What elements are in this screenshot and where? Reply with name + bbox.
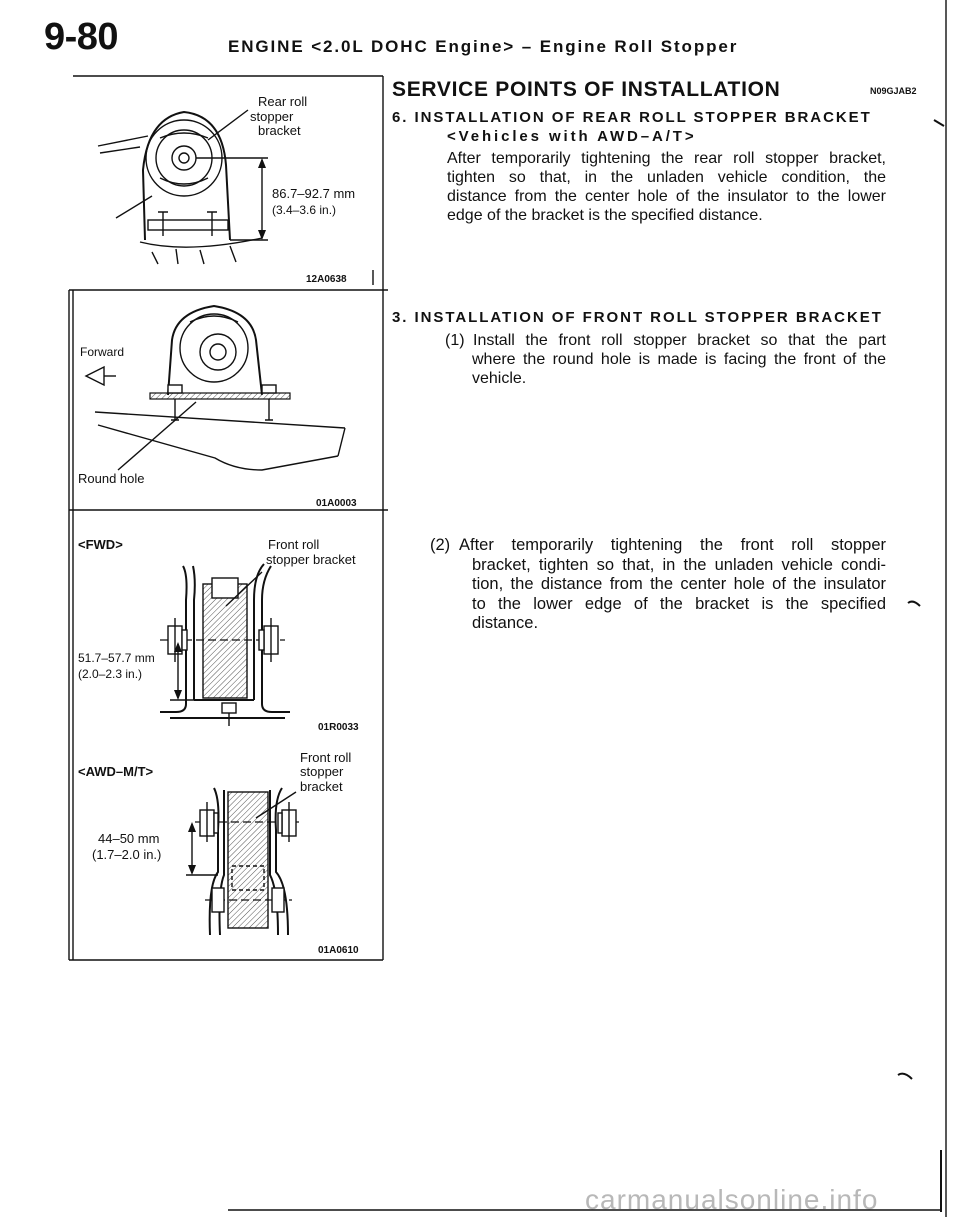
text-line: where the round hole is made is facing the front of the	[472, 351, 886, 368]
mounting-bolt	[158, 212, 217, 236]
insulator-center	[172, 146, 196, 170]
front-roll-label: bracket	[300, 779, 343, 794]
dimension-arrow	[174, 690, 182, 700]
rear-dimension-mm: 86.7–92.7 mm	[272, 186, 356, 201]
fwd-dimension-in: (2.0–2.3 in.)	[78, 667, 143, 681]
forward-label: Forward	[80, 345, 125, 359]
text-line: vehicle.	[472, 370, 527, 387]
text-line: bracket, tighten so that, in the unladen vehicle condi-	[472, 555, 886, 574]
leader-line	[208, 110, 248, 140]
front-bracket-orientation-figure	[78, 306, 357, 509]
text-line: edge of the bracket is the specified distance.	[447, 207, 763, 224]
rear-roll-label: bracket	[258, 123, 301, 138]
bolt-shank	[171, 399, 273, 420]
insulator-arc	[190, 316, 238, 322]
section-title: SERVICE POINTS OF INSTALLATION	[392, 78, 781, 101]
fwd-front-roll-stopper-figure	[78, 537, 359, 733]
insulator-block	[228, 792, 268, 928]
step6-heading: 6. INSTALLATION OF REAR ROLL STOPPER BRACKET	[392, 109, 872, 126]
front-roll-label: stopper	[300, 764, 344, 779]
arrow-head	[86, 367, 104, 385]
page-rules	[228, 0, 946, 1217]
variant-label: <AWD–M/T>	[78, 764, 154, 779]
item-number: (1)	[445, 332, 465, 349]
awd-dimension-in: (1.7–2.0 in.)	[92, 847, 162, 862]
bolt-head	[262, 385, 276, 393]
washer	[182, 630, 187, 650]
page-title: ENGINE <2.0L DOHC Engine> – Engine Roll Stopper	[228, 37, 739, 56]
scan-mark	[898, 1074, 912, 1079]
rear-roll-label: stopper	[250, 109, 294, 124]
step3-heading: 3. INSTALLATION OF FRONT ROLL STOPPER BRACKET	[392, 309, 883, 326]
text-line: After temporarily tightening the front roll stopper	[459, 536, 886, 554]
awd-dimension-mm: 44–50 mm	[98, 831, 160, 846]
section-code: N09GJAB2	[870, 86, 917, 96]
figure-code: 12A0638	[306, 274, 347, 285]
insulator-outer	[180, 314, 248, 382]
dimension-arrow	[188, 865, 196, 875]
forward-arrow-icon	[86, 367, 116, 385]
front-roll-label: Front roll	[300, 750, 352, 765]
step6-subheading: <Vehicles with AWD–A/T>	[447, 128, 697, 145]
text-line: tighten so that, in the unladen vehicle condition, the	[447, 169, 886, 186]
text-line: distance from the center hole of the insulator to the lower	[447, 188, 886, 205]
bracket-base	[148, 220, 228, 230]
text-line: to the lower edge of the bracket is the specified	[472, 594, 886, 613]
scan-mark	[908, 602, 920, 606]
text-line: After temporarily tightening the rear roll stopper bracket,	[447, 150, 886, 167]
text-line: Install the front roll stopper bracket so that the part	[473, 332, 886, 349]
base-plate	[150, 393, 290, 399]
bolt-head	[222, 703, 236, 713]
leader-line	[118, 402, 196, 470]
insulator-ring	[200, 334, 236, 370]
round-hole-label: Round hole	[78, 471, 145, 486]
variant-label: <FWD>	[78, 537, 123, 552]
insulator-block	[203, 584, 247, 698]
chassis-member	[140, 238, 262, 264]
rear-dimension-in: (3.4–3.6 in.)	[272, 203, 337, 217]
figure-code: 01A0610	[318, 945, 359, 956]
center-hole	[179, 153, 189, 163]
fwd-dimension-mm: 51.7–57.7 mm	[78, 651, 155, 665]
insulator-cap	[212, 578, 238, 598]
washer	[259, 630, 264, 650]
page-number: 9-80	[44, 16, 119, 58]
dimension-arrow	[258, 158, 266, 168]
figure-code: 01A0003	[316, 498, 357, 509]
front-roll-label: Front roll	[268, 537, 320, 552]
bolt-head	[168, 385, 182, 393]
nut	[272, 888, 284, 912]
front-roll-label: stopper bracket	[266, 552, 356, 567]
frame-left	[69, 290, 73, 960]
dimension-line	[196, 158, 268, 240]
dimension-arrow	[188, 822, 196, 832]
awd-mt-front-roll-stopper-figure	[78, 750, 359, 956]
washer	[214, 813, 218, 833]
washer	[278, 813, 282, 833]
item-number: (2)	[430, 536, 451, 554]
figure-code: 01R0033	[318, 722, 359, 733]
nut	[212, 888, 224, 912]
rear-roll-stopper-figure	[98, 94, 355, 285]
rear-roll-label: Rear roll	[258, 94, 308, 109]
watermark: carmanualsonline.info	[585, 1184, 879, 1215]
scan-mark	[934, 120, 944, 126]
round-hole	[210, 344, 226, 360]
text-line: distance.	[472, 614, 539, 632]
text-line: tion, the distance from the center hole of the insulator	[472, 575, 886, 593]
crossmember	[95, 412, 345, 470]
